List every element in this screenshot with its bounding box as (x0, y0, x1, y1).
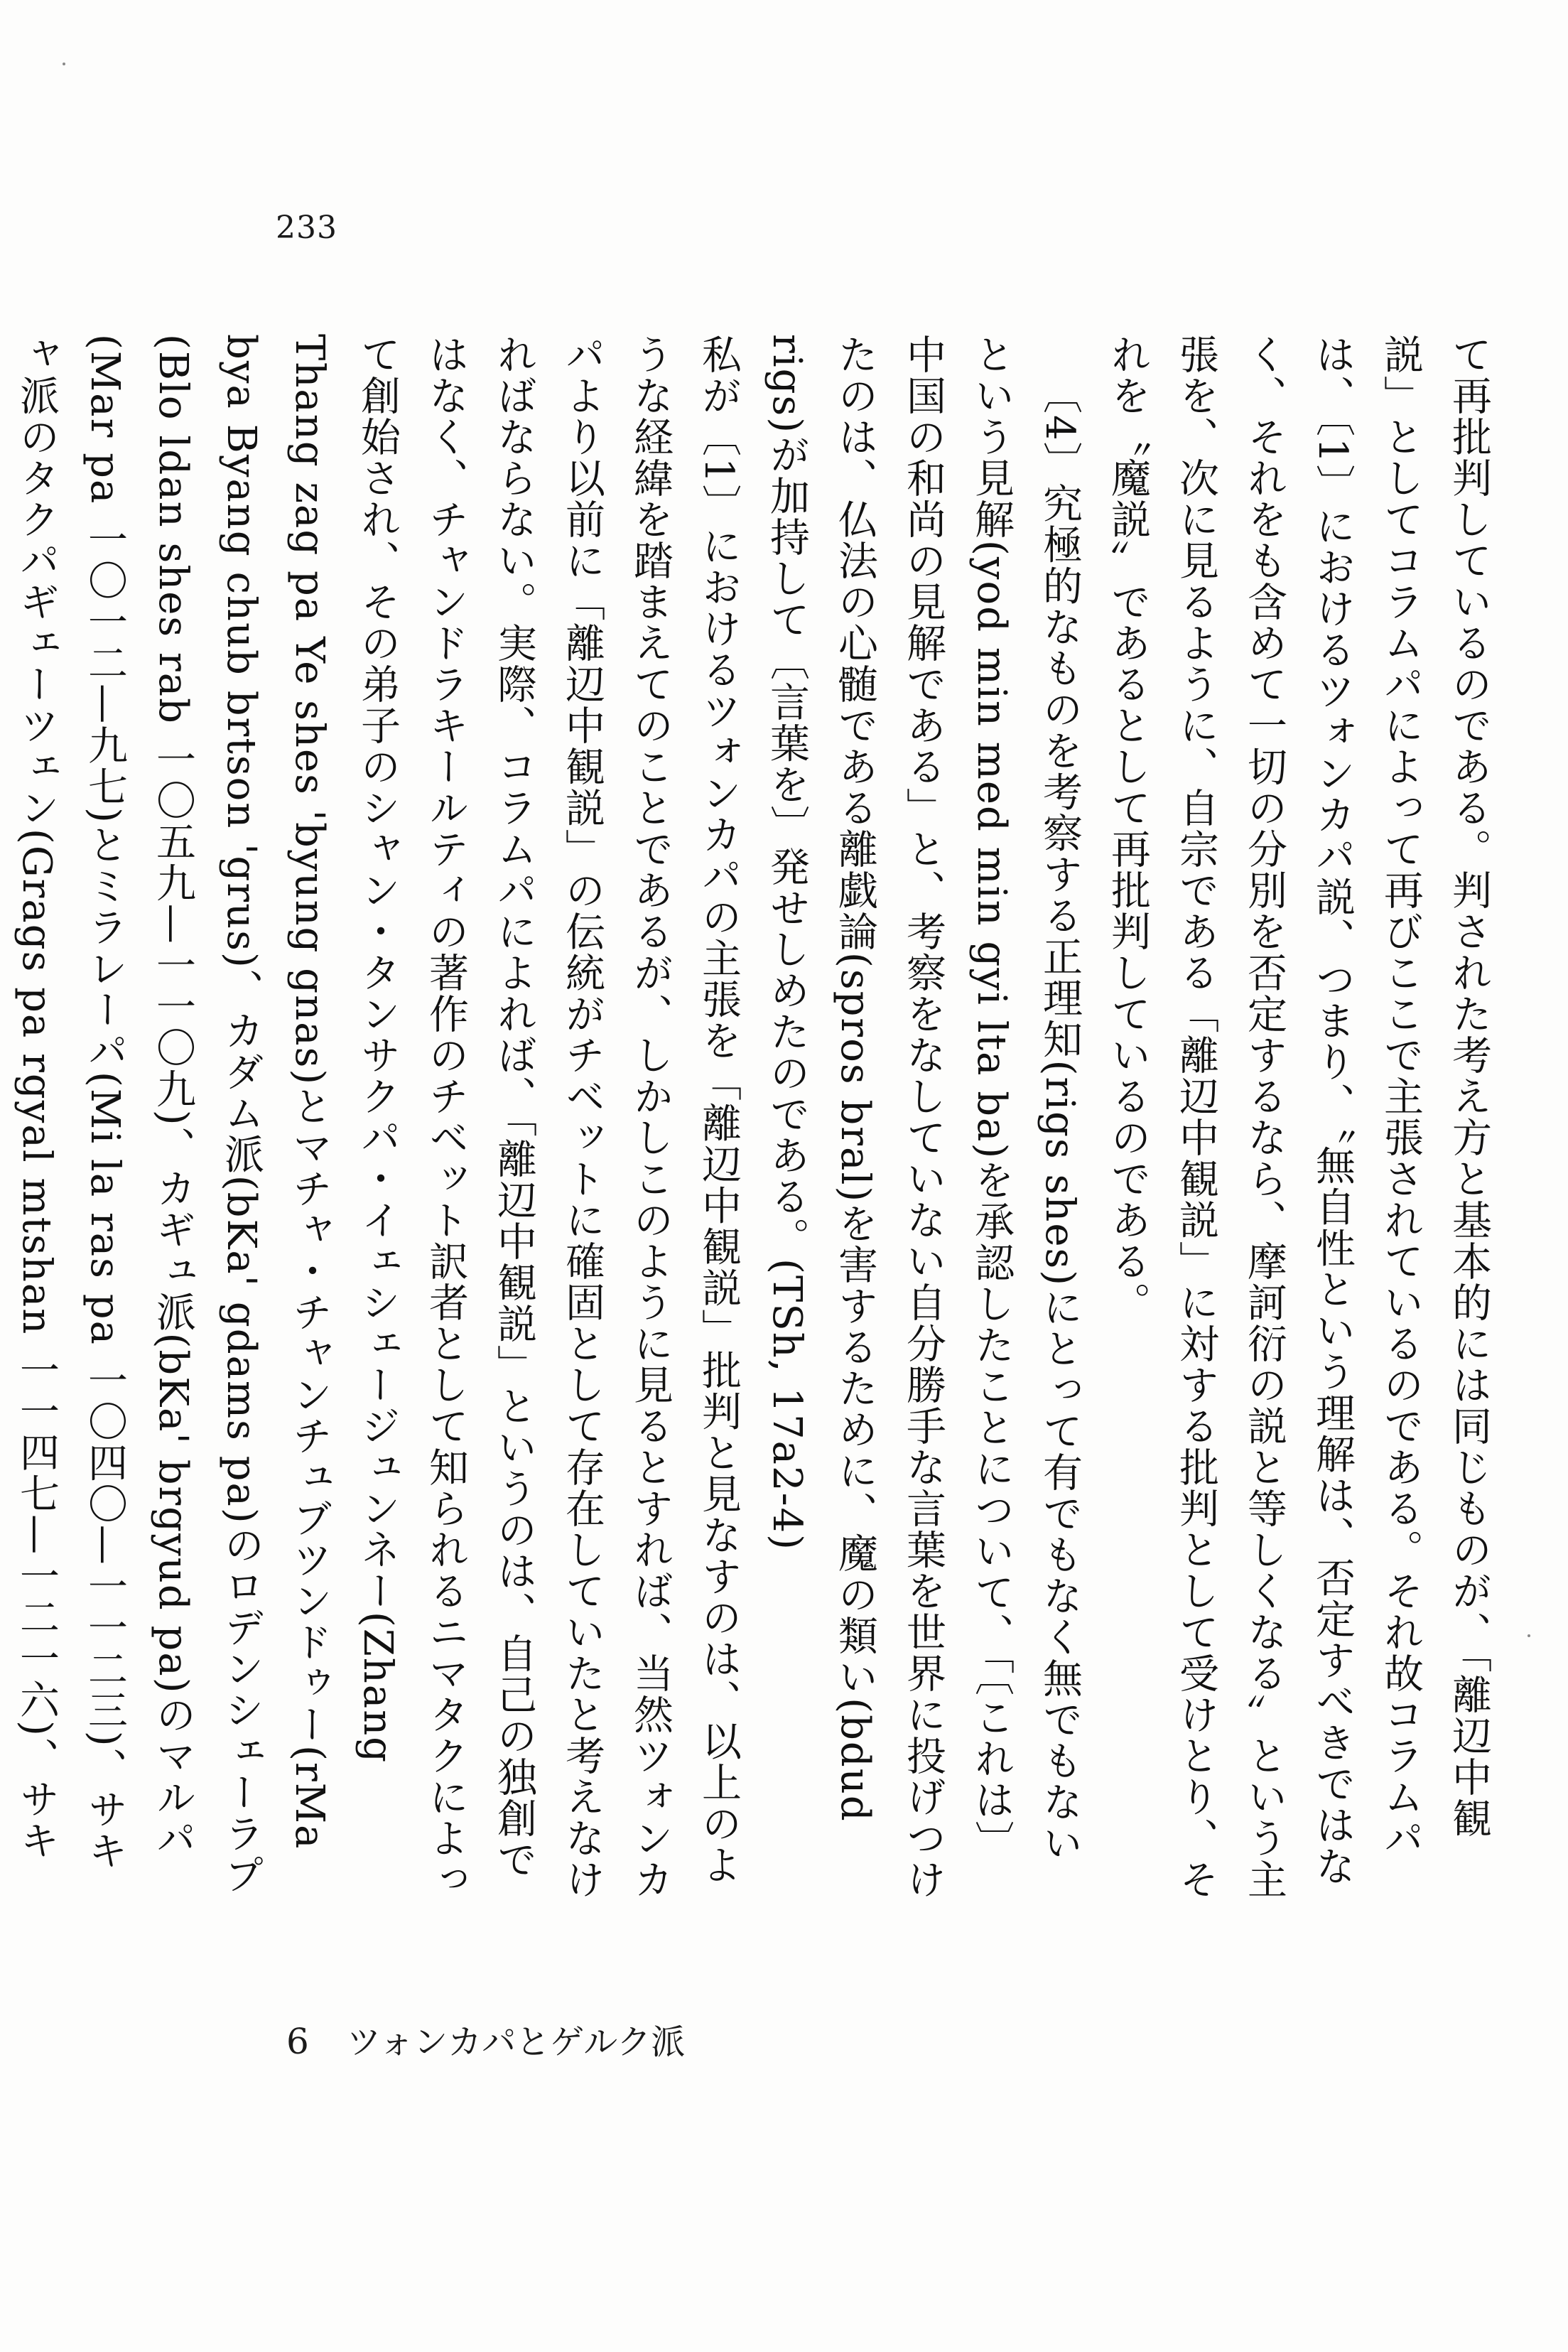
paragraph-1: て再批判しているのである。判された考え方と基本的には同じものが、「離辺中観説」としてコラムパによって再びここで主張されているのである。それ故コラムパは、〔1〕におけるツォンカパ説、つまり、〝無自性という理解は、否定すべきではなく、それをも含めて一切の分別を否定するなら、摩訶衍の説と等しくなる〟という主張を、次に見るように、自宗である「離辺中観説」に対する批判として受けとり、それを〝魔説〟であるとして再批判しているのである。 (1105, 334, 1492, 1900)
chapter-title: ツォンカパとゲルク派 (347, 2022, 686, 2062)
scan-speck (63, 63, 65, 65)
body-text (13, 334, 1503, 1901)
scan-speck (1528, 1634, 1530, 1637)
page-number: 233 (276, 210, 337, 246)
paragraph-3: 私が〔1〕におけるツォンカパの主張を「離辺中観説」批判と見なすのは、以上のような経緯を踏まえてのことであるが、しかしこのように見るとすれば、当然ツォンカパより以前に「離辺中観説」の伝統がチベットに確固として存在していたと考えなければならない。実際、コラムパによれば、「離辺中観説」というのは、自己の独創ではなく、チャンドラキールティの著作のチベット訳者として知られるニマタクによって創始され、その弟子のシャン・タンサクパ・イェシェージュンネー(Zhang Thang zag pa Ye shes 'byung gnas)とマチャ・チャンチュブツンドゥー(rMa bya Byang chub brtson 'grus)、カダム派(bKa' gdams pa)のロデンシェーラプ(Blo ldan shes rab 一〇五九—一一〇九)、カギュ派(bKa' brgyud pa)のマルパ(Mar pa 一〇一二—九七)とミラレーパ(Mi la ras pa 一〇四〇—一一二三)、サキャ派のタクパギェーツェン(Grags pa rgyal mtshan 一一四七—一二一六)、サキ (13, 334, 742, 1900)
footer (286, 2014, 685, 2064)
chapter-number: 6 (286, 2021, 309, 2062)
paragraph-quote: 〔4〕究極的なものを考察する正理知(rigs shes)にとって有でもなく無でもないという見解(yod min med min gyi lta ba)を承認したことについて、「〔これは〕中国の和尚の見解である」と、考察をなしていない自分勝手な言葉を世界に投げつけたのは、仏法の心髄である離戯論(spros bral)を害するために、魔の類い(bdud rigs)が加持して〔言葉を〕発せしめたのである。(TSh, 17a2-4) (764, 334, 1083, 1900)
